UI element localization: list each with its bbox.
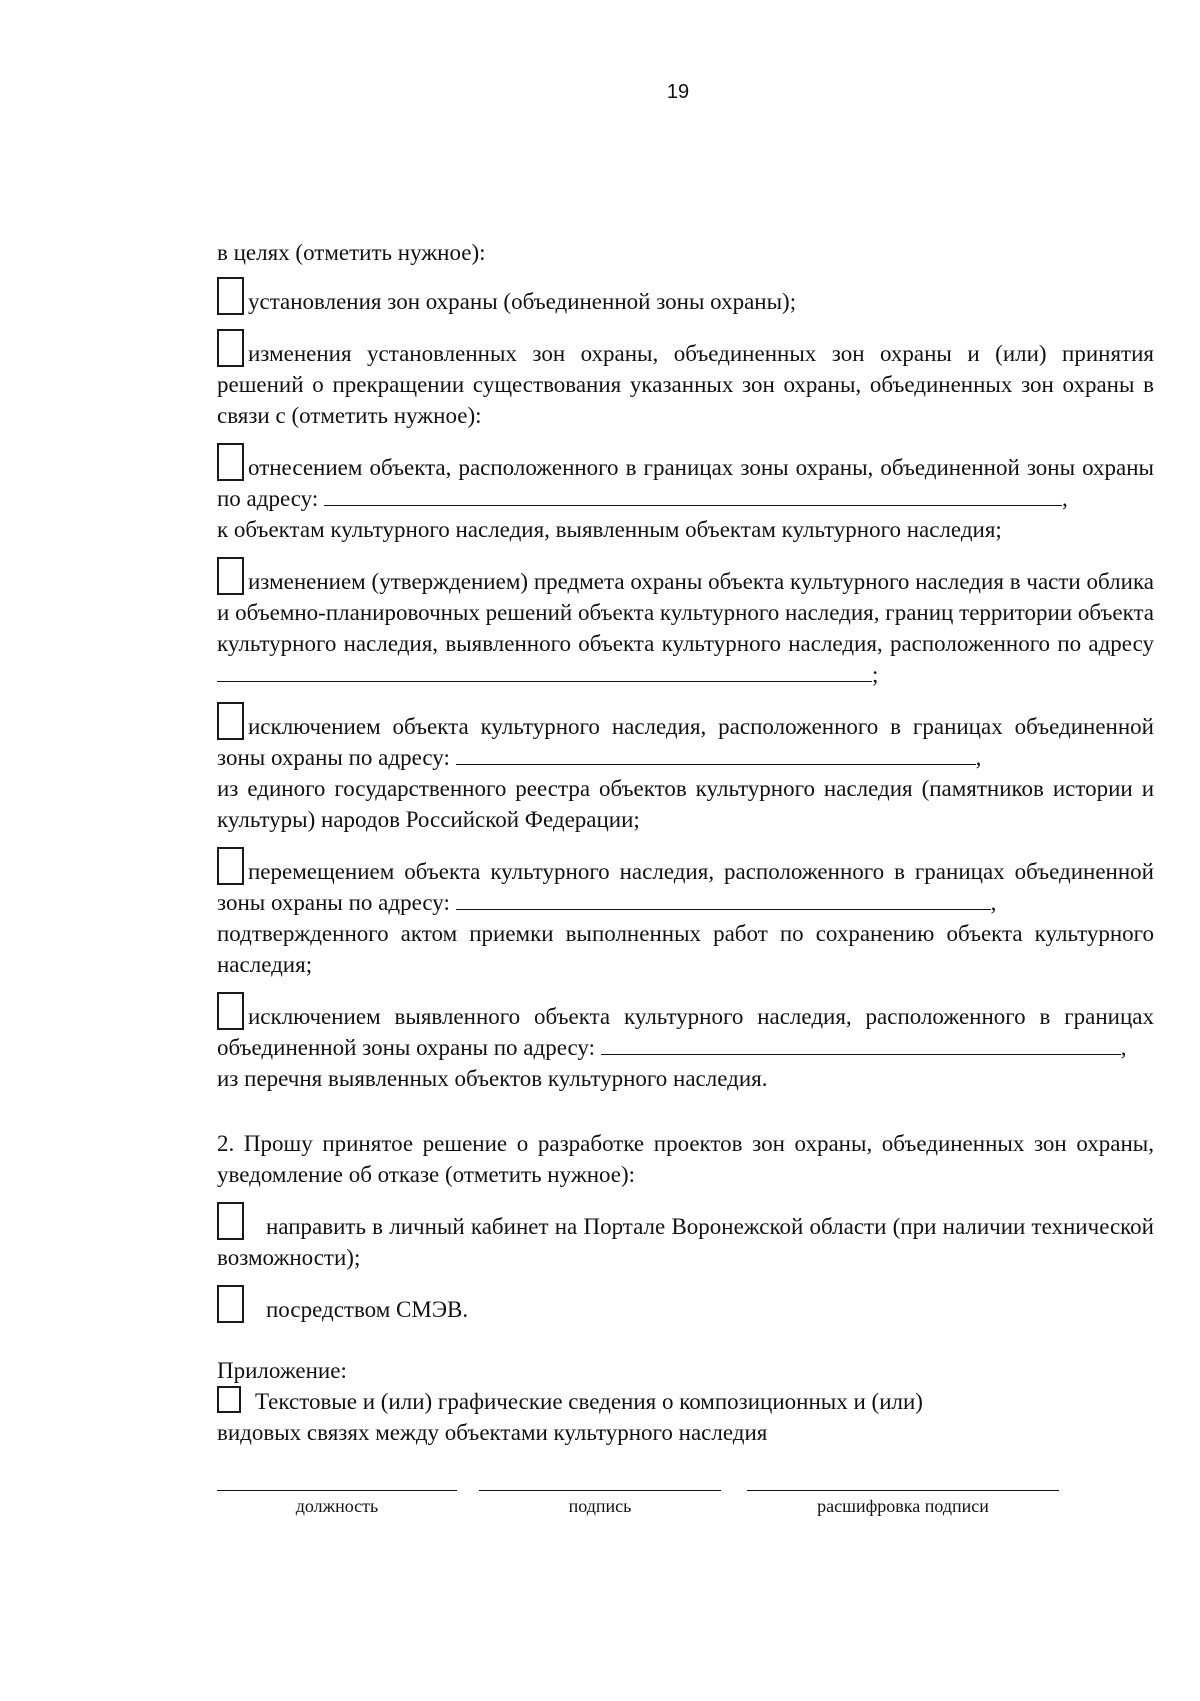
appendix-item-label: Текстовые и (или) графические сведения о композиционных и (или) видовых связях между объектами культурного наследия [217,1389,923,1445]
classification-tail: к объектам культурного наследия, выявленным объектам культурного наследия; [217,517,1002,542]
classification-label: отнесением объекта, расположенного в границах зоны охраны, объединенной зоны охраны по адресу: [217,455,1154,511]
subject-change-label: изменением (утверждением) предмета охраны объекта культурного наследия в части облика и объемно-планировочных решений объекта культурного наследия, границ территории объекта культурного наследия, выявленного объекта культурного наследия, расположенного по адресу [217,569,1154,656]
sign-caption: подпись [568,1496,632,1516]
address-field-classification[interactable] [324,485,1062,506]
address-field-exclusion-identified[interactable] [601,1034,1121,1055]
signature-name [747,1490,1059,1517]
exclusion-registry-label: исключением объекта культурного наследия, расположенного в границах объединенной зоны охраны по адресу: [217,714,1154,770]
position-caption: должность [295,1496,379,1516]
checkbox-exclusion-identified[interactable] [217,992,244,1030]
delivery-option-smev [217,1285,1154,1325]
position-line[interactable] [217,1490,457,1491]
section-2-request: 2. Прошу принятое решение о разработке проектов зон охраны, объединенных зон охраны, уведомление об отказе (отметить нужное): [217,1131,1154,1187]
checkbox-classification[interactable] [217,443,244,481]
address-field-subject-change[interactable] [217,661,872,682]
option-change-zones [217,329,1154,431]
checkbox-exclusion-registry[interactable] [217,702,244,740]
appendix-item [217,1386,957,1448]
exclusion-identified-end-punct: , [1120,1035,1127,1060]
relocation-tail: подтвержденного актом приемки выполненных работ по сохранению объекта культурного наследия; [217,921,1154,977]
exclusion-registry-end-punct: , [975,745,982,770]
subject-change-end-punct: ; [872,662,879,687]
relocation-label: перемещением объекта культурного наследия, расположенного в границах объединенной зоны охраны по адресу: [217,859,1154,915]
signature-sign [479,1490,721,1517]
address-field-relocation[interactable] [456,889,991,910]
page-number: 19 [666,81,690,103]
classification-end-punct: , [1062,486,1068,511]
signature-position [217,1490,457,1517]
name-caption: расшифровка подписи [817,1496,989,1516]
sub-option-exclusion-identified [217,992,1154,1063]
sub-option-relocation [217,847,1154,918]
sub-option-subject-change [217,557,1154,690]
address-field-exclusion-registry[interactable] [456,744,976,765]
checkbox-subject-change[interactable] [217,557,244,595]
checkbox-delivery-portal[interactable] [217,1202,244,1240]
sub-option-classification [217,443,1154,514]
sub-option-exclusion-registry [217,702,1154,773]
option-establish-label: установления зон охраны (объединенной зоны охраны); [248,289,797,314]
delivery-smev-label: посредством СМЭВ. [266,1297,469,1322]
form-body [217,237,1154,1448]
checkbox-delivery-smev[interactable] [217,1285,244,1323]
name-line[interactable] [747,1490,1059,1491]
option-change-label: изменения установленных зон охраны, объединенных зон охраны и (или) принятия решений о прекращении существования указанных зон охраны, объединенных зон охраны в связи с (отметить нужное): [217,341,1154,428]
checkbox-relocation[interactable] [217,847,244,885]
option-establish-zones [217,277,1154,317]
exclusion-identified-tail: из перечня выявленных объектов культурного наследия. [217,1066,768,1091]
checkbox-appendix[interactable] [217,1386,241,1413]
purpose-intro: в целях (отметить нужное): [217,240,486,265]
exclusion-identified-label: исключением выявленного объекта культурного наследия, расположенного в границах объединенной зоны охраны по адресу: [217,1004,1154,1060]
exclusion-registry-tail: из единого государственного реестра объектов культурного наследия (памятников истории и культуры) народов Российской Федерации; [217,776,1154,832]
checkbox-change-zones[interactable] [217,329,244,367]
delivery-portal-label: направить в личный кабинет на Портале Воронежской области (при наличии технической возможности); [217,1214,1154,1270]
delivery-option-portal [217,1202,1154,1273]
sign-line[interactable] [479,1490,721,1491]
checkbox-establish-zones[interactable] [217,277,244,315]
appendix-title: Приложение: [217,1358,347,1383]
relocation-end-punct: , [990,890,997,915]
signature-block [217,1490,1117,1530]
